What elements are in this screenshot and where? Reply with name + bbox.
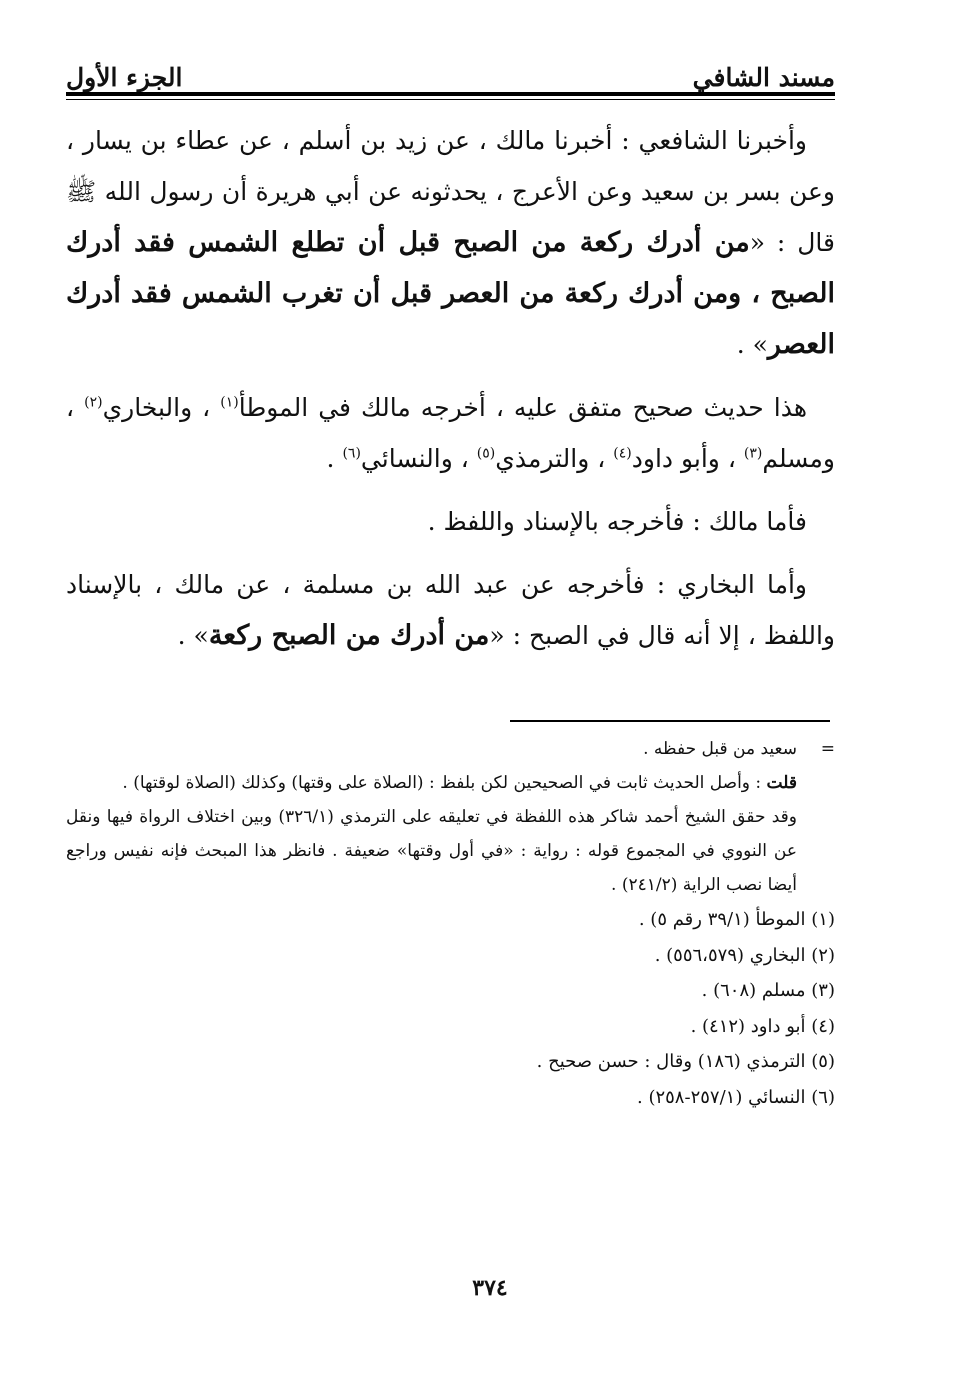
footnote-ref-4[interactable]: (٤) <box>613 445 632 462</box>
hadith-close: » . <box>736 330 768 359</box>
bukhari-matn: من أدرك من الصبح ركعة <box>208 620 490 651</box>
takhrij-text: ، والترمذي <box>495 444 614 473</box>
footnote-ref-3[interactable]: (٣) <box>743 445 763 462</box>
bukhari-paragraph <box>66 559 835 661</box>
takhrij-text: ، ومسلم <box>66 393 835 473</box>
takhrij-paragraph <box>66 382 835 484</box>
footnote-cont-text: : وأصل الحديث ثابت في الصحيحين لكن بلفظ : (الصلاة على وقتها) وكذلك (الصلاة لوقتها) . <box>122 773 767 793</box>
takhrij-text: ، والبخاري <box>102 393 221 422</box>
footnote-2: (٢) البخاري (٥٥٦،٥٧٩) . <box>654 944 835 966</box>
qult-label: قلت <box>766 773 797 793</box>
footnote-cont-line: سعيد من قبل حفظه . <box>643 739 797 759</box>
footnote-ref-2[interactable]: (٢) <box>84 394 103 411</box>
footnote-continuation <box>66 732 835 902</box>
header-rule-thin <box>66 99 835 100</box>
footnote-separator <box>510 720 830 722</box>
footnote-3: (٣) مسلم (٦٠٨) . <box>701 980 835 1001</box>
footnote-6: (٦) النسائي (٢٥٧/١-٢٥٨) . <box>637 1086 835 1108</box>
bukhari-close: » . <box>177 621 209 650</box>
footnote-5: (٥) الترمذي (١٨٦) وقال : حسن صحيح . <box>536 1051 835 1072</box>
continuation-marker: = <box>820 739 835 759</box>
takhrij-text: ، وأبو داود <box>631 444 744 473</box>
footnote-list <box>66 902 835 1115</box>
footnotes <box>66 732 835 1115</box>
malik-paragraph: فأما مالك : فأخرجه بالإسناد واللفظ . <box>427 507 807 536</box>
header-rule-thick <box>66 92 835 96</box>
main-text <box>66 115 835 673</box>
footnote-ref-5[interactable]: (٥) <box>476 445 496 462</box>
hadith-paragraph <box>66 115 835 370</box>
takhrij-text: ، والنسائي <box>360 444 477 473</box>
footnote-ref-6[interactable]: (٦) <box>342 445 361 462</box>
takhrij-text: هذا حديث صحيح متفق عليه ، أخرجه مالك في الموطأ <box>238 393 808 422</box>
isnad-text: وأخبرنا الشافعي : أخبرنا مالك ، عن زيد بن أسلم ، عن عطاء بن يسار ، وعن بسر بن سعيد وعن الأعرج ، يحدثونه عن أبي هريرة أن رسول الله ﷺ قال : « <box>66 126 835 257</box>
volume-label: الجزء الأول <box>66 63 183 92</box>
takhrij-text: . <box>326 444 343 473</box>
footnote-1: (١) الموطأ (٣٩/١ رقم ٥) . <box>638 909 835 930</box>
footnote-ref-1[interactable]: (١) <box>220 394 239 411</box>
footnote-cont-line <box>66 766 797 800</box>
hadith-matn: من أدرك ركعة من الصبح قبل أن تطلع الشمس فقد أدرك الصبح ، ومن أدرك ركعة من العصر قبل أن تغرب الشمس فقد أدرك العصر <box>66 227 835 360</box>
book-title: مسند الشافي <box>692 63 835 92</box>
page-number: ٣٧٤ <box>472 1275 508 1301</box>
footnote-cont-line: وقد حقق الشيخ أحمد شاكر هذه اللفظة في تعليقه على الترمذي (٣٢٦/١) وبين اختلاف الرواة فيها ونقل عن النووي في المجموع قوله : رواية : «في أول وقتها» ضعيفة . فانظر هذا المبحث فإنه نفيس وراجع أيضا نصب الراية (٢٤١/٢) . <box>66 807 797 895</box>
bukhari-text: وأما البخاري : فأخرجه عن عبد الله بن مسلمة ، عن مالك ، بالإسناد واللفظ ، إلا أنه قال في الصبح : « <box>66 570 835 650</box>
running-header <box>66 38 835 90</box>
footnote-4: (٤) أبو داود (٤١٢) . <box>690 1015 835 1037</box>
